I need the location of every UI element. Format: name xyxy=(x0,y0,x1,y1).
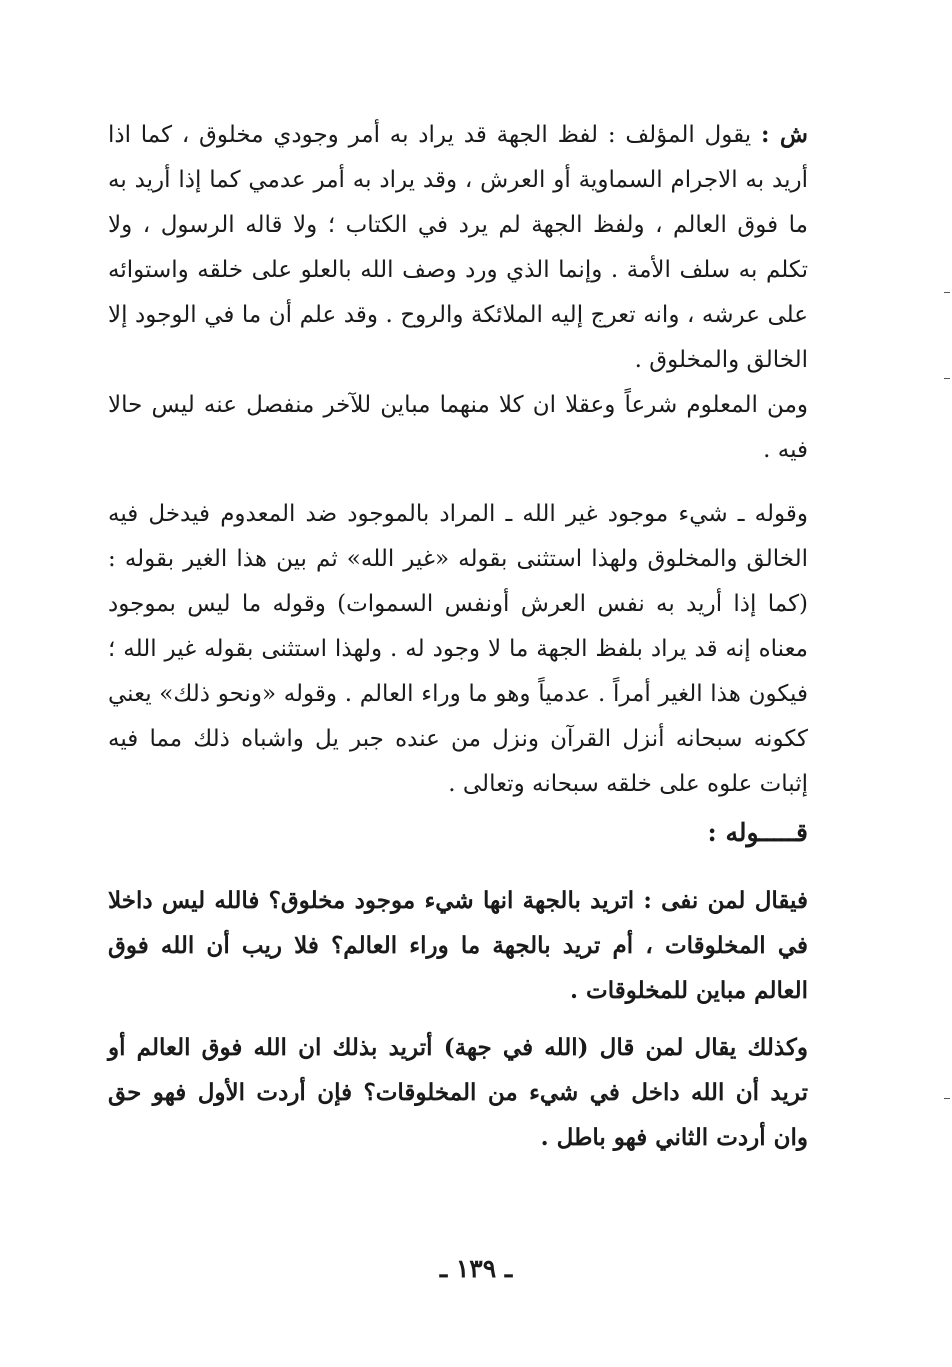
section-heading: قـــــوله : xyxy=(707,818,808,847)
page-number: ـ ١٣٩ ـ xyxy=(439,1254,513,1283)
scan-edge-mark xyxy=(944,292,950,293)
paragraph-separation: ومن المعلوم شرعاً وعقلا ان كلا منهما مباين للآخر منفصل عنه ليس حالا فيه . xyxy=(108,392,808,463)
paragraph-quote-one: فيقال لمن نفى : اتريد بالجهة انها شيء موجود مخلوق؟ فالله ليس داخلا في المخلوقات ، أم تريد بالجهة ما وراء العالم؟ فلا ريب أن الله فوق العالم مباين للمخلوقات . xyxy=(108,887,808,1004)
commentary-marker: ش : xyxy=(760,121,808,148)
scan-edge-mark xyxy=(944,1098,950,1099)
paragraph-commentary-intro xyxy=(108,112,808,383)
scan-edge-mark xyxy=(944,378,950,379)
paragraph-text: يقول المؤلف : لفظ الجهة قد يراد به أمر وجودي مخلوق ، كما اذا أريد به الاجرام السماوية أو العرش ، وقد يراد به أمر عدمي كما إذا أريد به ما فوق العالم ، ولفظ الجهة لم يرد في الكتاب ؛ ولا قاله الرسول ، ولا تكلم به سلف الأمة . وإنما الذي ورد وصف الله بالعلو على خلقه واستوائه على عرشه ، وانه تعرج إليه الملائكة والروح . وقد علم أن ما في الوجود إلا الخالق والمخلوق . xyxy=(108,122,808,373)
paragraph-explanation: وقوله ـ شيء موجود غير الله ـ المراد بالموجود ضد المعدوم فيدخل فيه الخالق والمخلوق ولهذا استثنى بقوله «غير الله» ثم بين هذا الغير بقوله : (كما إذا أريد به نفس العرش أونفس السموات) وقوله ما ليس بموجود معناه إنه قد يراد بلفظ الجهة ما لا وجود له . ولهذا استثنى بقوله غير الله ؛ فيكون هذا الغير أمراً . عدمياً وهو ما وراء العالم . وقوله «ونحو ذلك» يعني ككونه سبحانه أنزل القرآن ونزل من عنده جبر يل واشباه ذلك مما فيه إثبات علوه على خلقه سبحانه وتعالى . xyxy=(108,501,808,797)
paragraph-quote-two: وكذلك يقال لمن قال (الله في جهة) أتريد بذلك ان الله فوق العالم أو تريد أن الله داخل في شيء من المخلوقات؟ فإن أردت الأول فهو حق وان أردت الثاني فهو باطل . xyxy=(108,1034,808,1151)
